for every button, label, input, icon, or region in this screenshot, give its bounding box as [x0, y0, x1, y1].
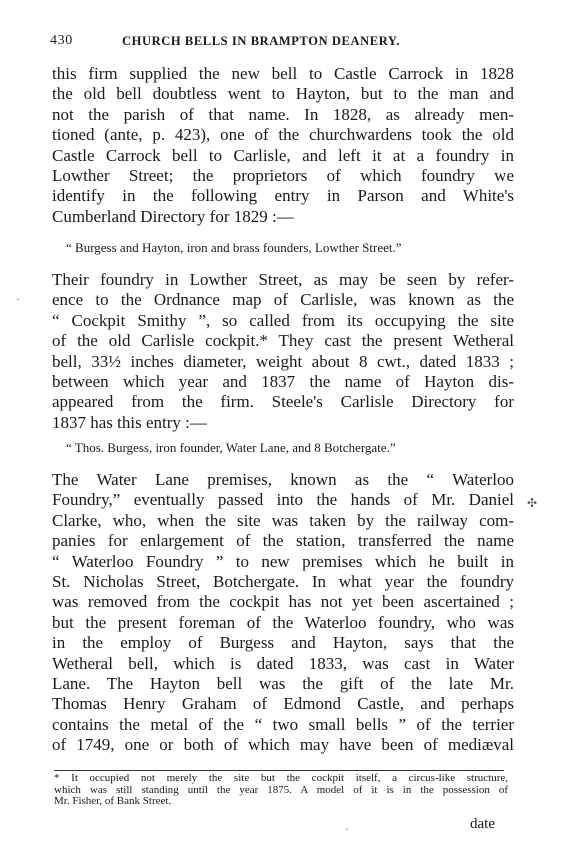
directory-quote-2: “ Thos. Burgess, iron founder, Water Lane, and 8 Botchergate.”	[66, 440, 396, 455]
text-line: this firm supplied the new bell to Castle Carrock in 1828	[52, 64, 514, 83]
page-number: 430	[50, 33, 73, 48]
text-line: in the employ of Burgess and Hayton, says that the	[52, 633, 514, 653]
text-line: appeared from the firm. Steele's Carlisle Directory for	[52, 392, 514, 412]
text-line: St. Nicholas Street, Botchergate. In what year the foundry	[52, 572, 514, 592]
text-line: Clarke, who, when the site was taken by the railway com-	[52, 510, 514, 530]
text-line: Lowther Street; the proprietors of which foundry we	[52, 166, 514, 186]
text-line: of 1749, one or both of which may have been of mediæval	[52, 735, 514, 755]
text-line: The Water Lane premises, known as the “ Waterloo	[52, 470, 514, 489]
footnote-line: * It occupied not merely the site but the cockpit itself, a circus-like structure,	[54, 772, 508, 784]
text-line: Lane. The Hayton bell was the gift of the late Mr.	[52, 674, 514, 694]
text-line: Foundry,” eventually passed into the hands of Mr. Daniel	[52, 490, 514, 510]
text-line: between which year and 1837 the name of Hayton dis-	[52, 372, 514, 392]
directory-quote-1: “ Burgess and Hayton, iron and brass founders, Lowther Street.”	[66, 240, 402, 255]
text-line: Their foundry in Lowther Street, as may be seen by refer-	[52, 270, 514, 289]
text-line: Thomas Henry Graham of Edmond Castle, and perhaps	[52, 694, 514, 714]
paragraph-3	[52, 470, 514, 756]
text-line: identify in the following entry in Parson and White's	[52, 186, 514, 206]
footnote-line: which was still standing until the year 1875. A model of it is in the possession of	[54, 783, 508, 796]
text-line: panies for enlargement of the station, transferred the name	[52, 531, 514, 551]
text-line: Castle Carrock bell to Carlisle, and left it at a foundry in	[52, 145, 514, 165]
text-line: “ Cockpit Smithy ”, so called from its occupying the site	[52, 310, 514, 330]
stray-speck-mark: ·	[16, 292, 20, 306]
paragraph-2	[52, 270, 514, 433]
catchword: date	[470, 816, 495, 832]
footnote-line: Mr. Fisher, of Bank Street.	[54, 795, 172, 807]
running-title: CHURCH BELLS IN BRAMPTON DEANERY.	[122, 34, 401, 48]
footnote	[54, 773, 508, 808]
text-line: tioned (ante, p. 423), one of the churchwardens took the old	[52, 125, 514, 145]
text-line: not the parish of that name. In 1828, as already men-	[52, 104, 514, 124]
stray-speck-mark: ·	[345, 822, 349, 836]
footnote-rule	[54, 770, 504, 771]
text-line: Cumberland Directory for 1829 :—	[52, 206, 294, 226]
text-line: contains the metal of the “ two small bells ” of the terrier	[52, 714, 514, 734]
text-line: of the old Carlisle cockpit.* They cast the present Wetheral	[52, 331, 514, 351]
text-line: the old bell doubtless went to Hayton, but to the man and	[52, 84, 514, 104]
text-line: bell, 33½ inches diameter, weight about 8 cwt., dated 1833 ;	[52, 351, 514, 371]
paragraph-1	[52, 64, 514, 227]
text-line: 1837 has this entry :—	[52, 412, 207, 432]
text-line: ence to the Ordnance map of Carlisle, was known as the	[52, 290, 514, 310]
text-line: was removed from the cockpit has not yet been ascertained ;	[52, 592, 514, 612]
text-line: but the present foreman of the Waterloo foundry, who was	[52, 612, 514, 632]
text-line: Wetheral bell, which is dated 1833, was cast in Water	[52, 653, 514, 673]
margin-ornament-icon: ✣	[527, 496, 538, 510]
text-line: “ Waterloo Foundry ” to new premises which he built in	[52, 551, 514, 571]
